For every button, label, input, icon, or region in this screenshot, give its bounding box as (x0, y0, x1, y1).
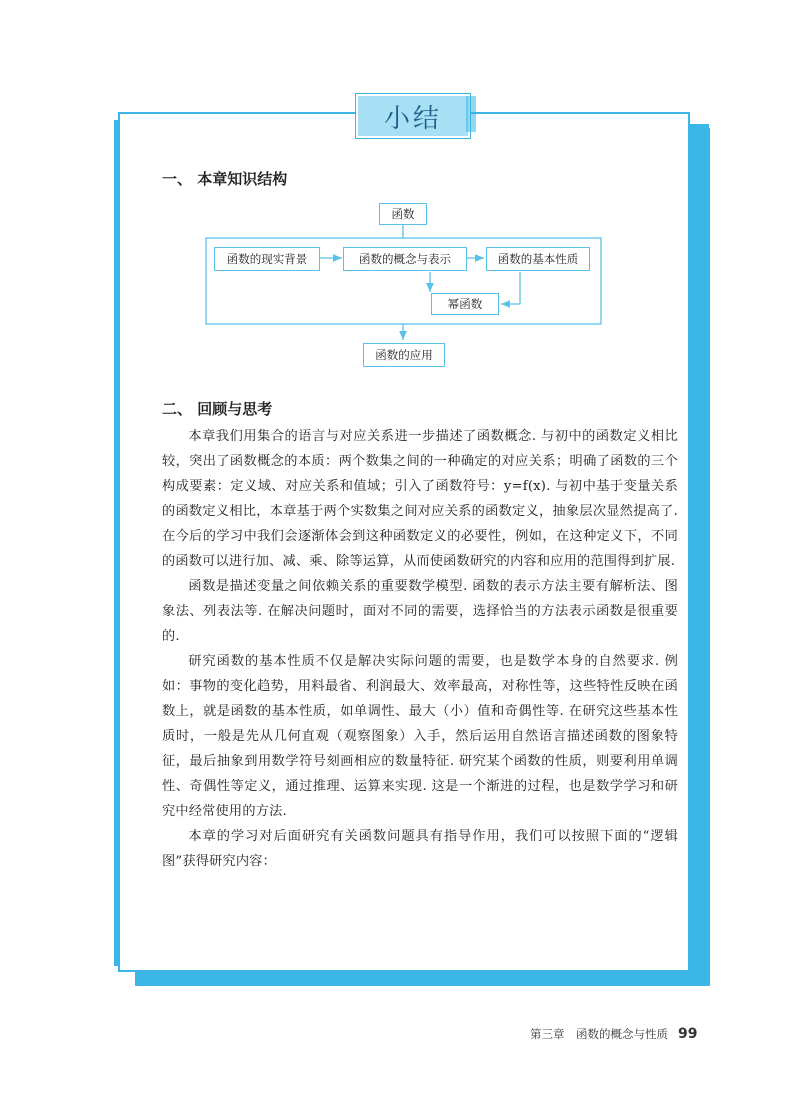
section2-heading: 二、 回顾与思考 (162, 400, 273, 418)
page-footer (530, 1026, 697, 1042)
paragraph-4: 本章的学习对后面研究有关函数问题具有指导作用，我们可以按照下面的“逻辑图”获得研究内容： (162, 829, 678, 869)
paragraph-3: 研究函数的基本性质不仅是解决实际问题的需要，也是数学本身的自然要求. 例如：事物的变化趋势，用料最省、利润最大、效率最高，对称性等，这些特性反映在函数上，就是函数的基本性质，如单调性、最大（小）值和奇偶性等. 在研究这些基本性质时，一般是先从几何直观（观察图象）入手，然后运用自然语言描述函数的图象特征，最后抽象到用数学符号刻画相应的数量特征. 研究某个函数的性质，则要利用单调性、奇偶性等定义，通过推理、运算来实现. 这是一个渐进的过程，也是数学学习和研究中经常使用的方法. (162, 654, 678, 819)
paragraph-2: 函数是描述变量之间依赖关系的重要数学模型. 函数的表示方法主要有解析法、图象法、列表法等. 在解决问题时，面对不同的需要，选择恰当的方法表示函数是很重要的. (162, 579, 678, 644)
diagram-node-real-background: 函数的现实背景 (214, 247, 320, 271)
paragraph-1: 本章我们用集合的语言与对应关系进一步描述了函数概念. 与初中的函数定义相比较，突出了函数概念的本质：两个数集之间的一种确定的对应关系；明确了函数的三个构成要素：定义域、对应关系和值域；引入了函数符号：y=f(x). 与初中基于变量关系的函数定义相比，本章基于两个实数集之间对应关系的函数定义，抽象层次显然提高了. 在今后的学习中我们会逐渐体会到这种函数定义的必要性，例如，在这种定义下，不同的函数可以进行加、减、乘、除等运算，从而使函数研究的内容和应用的范围得到扩展. (162, 429, 678, 569)
diagram-node-function: 函数 (379, 203, 427, 225)
diagram-node-power-function: 幂函数 (431, 293, 499, 315)
diagram-node-application: 函数的应用 (363, 343, 445, 367)
page-title: 小结 (383, 103, 442, 134)
diagram-node-properties: 函数的基本性质 (486, 247, 590, 271)
section1-heading: 一、 本章知识结构 (162, 170, 288, 188)
page-number: 99 (678, 1026, 698, 1042)
review-text (162, 424, 678, 874)
diagram-node-concept: 函数的概念与表示 (343, 247, 467, 271)
chapter-label: 第三章 函数的概念与性质 (530, 1027, 668, 1041)
